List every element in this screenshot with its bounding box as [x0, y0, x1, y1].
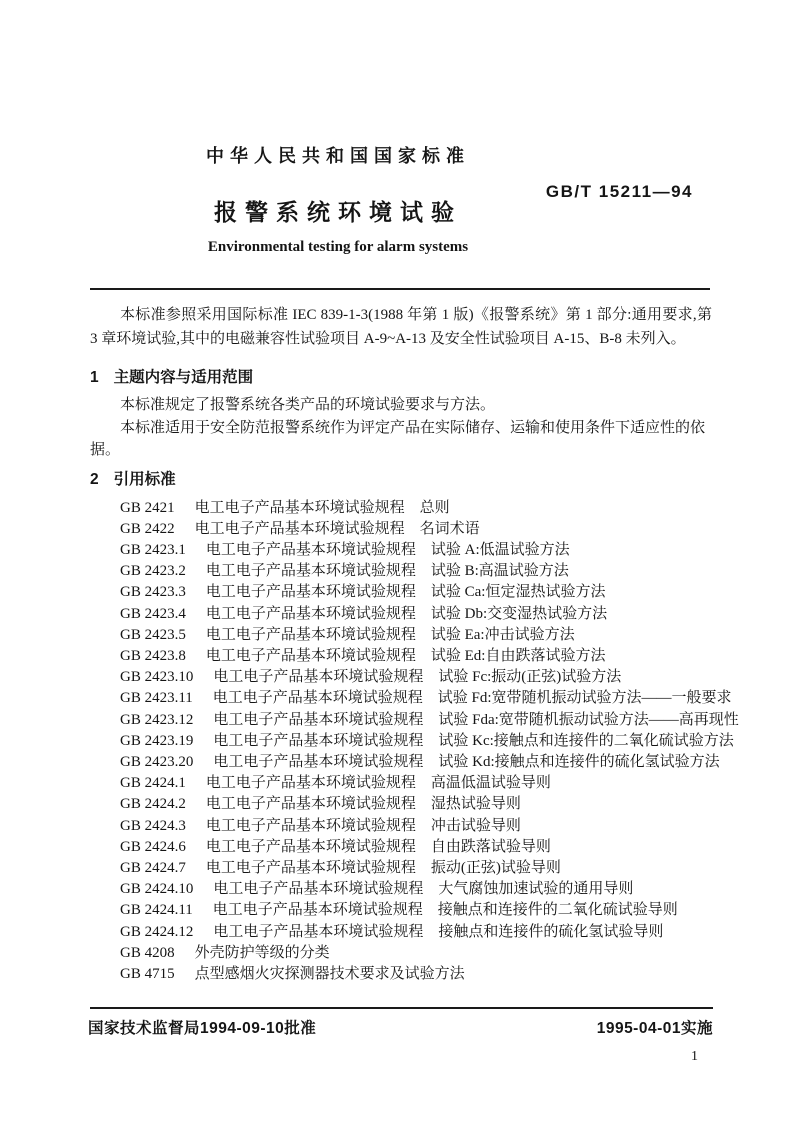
reference-item: [120, 498, 712, 519]
reference-title: 电工电子产品基本环境试验规程: [205, 541, 416, 558]
reference-item: [120, 837, 712, 858]
reference-code: GB 2423.2: [120, 563, 186, 580]
reference-item: [120, 858, 712, 879]
section-scope-body: [90, 394, 712, 462]
reference-code: GB 2423.20: [120, 753, 194, 770]
reference-list: [90, 498, 739, 986]
reference-detail: 振动(正弦)试验导则: [430, 859, 561, 876]
reference-title: 电工电子产品基本环境试验规程: [205, 626, 416, 643]
document-body: [90, 303, 739, 985]
reference-item: [120, 731, 734, 752]
standard-title-zh: 报警系统环境试验: [214, 199, 462, 225]
header-divider: [90, 288, 710, 290]
reference-detail: 试验 Kd:接触点和连接件的硫化氢试验方法: [438, 753, 720, 770]
reference-title: 电工电子产品基本环境试验规程: [205, 817, 416, 834]
section-scope: [90, 366, 712, 462]
implementation-note: 1995-04-01实施: [596, 1020, 713, 1037]
reference-detail: 湿热试验导则: [430, 796, 521, 813]
reference-title: 点型感烟火灾探测器技术要求及试验方法: [194, 965, 465, 982]
reference-item: [120, 752, 720, 773]
footer-divider: [90, 1007, 713, 1009]
reference-code: GB 4208: [120, 944, 175, 961]
reference-detail: 名词术语: [419, 520, 480, 537]
reference-detail: 总则: [419, 499, 450, 516]
reference-code: GB 2421: [120, 499, 175, 516]
standard-label: 中华人民共和国国家标准: [206, 146, 470, 166]
reference-code: GB 2423.3: [120, 584, 186, 601]
reference-code: GB 2423.11: [120, 690, 193, 707]
reference-code: GB 2423.4: [120, 605, 186, 622]
reference-detail: 高温低温试验导则: [430, 775, 551, 792]
reference-item: [120, 688, 732, 709]
reference-detail: 冲击试验导则: [430, 817, 521, 834]
reference-item: [120, 710, 739, 731]
reference-title: 电工电子产品基本环境试验规程: [205, 584, 416, 601]
foreword-paragraph: 本标准参照采用国际标准 IEC 839-1-3(1988 年第 1 版)《报警系统》第 1 部分:通用要求,第 3 章环境试验,其中的电磁兼容性试验项目 A-9~A-13 及安全性试验项目 A-15、B-8 未列入。: [90, 307, 712, 347]
reference-item: [120, 964, 712, 985]
reference-detail: 接触点和连接件的二氧化硫试验导则: [437, 902, 678, 919]
reference-code: GB 2424.11: [120, 902, 193, 919]
reference-title: 外壳防护等级的分类: [194, 944, 330, 961]
reference-code: GB 2424.2: [120, 796, 186, 813]
reference-code: GB 2424.1: [120, 775, 186, 792]
reference-code: GB 2424.10: [120, 881, 194, 898]
reference-detail: 试验 Fd:宽带随机振动试验方法——一般要求: [437, 690, 732, 707]
reference-title: 电工电子产品基本环境试验规程: [205, 796, 416, 813]
reference-title: 电工电子产品基本环境试验规程: [205, 859, 416, 876]
reference-detail: 试验 B:高温试验方法: [430, 563, 569, 580]
reference-item: [120, 540, 712, 561]
reference-code: GB 2423.1: [120, 541, 186, 558]
reference-detail: 试验 Fc:振动(正弦)试验方法: [438, 669, 622, 686]
section-scope-heading: [90, 366, 712, 390]
reference-code: GB 2424.7: [120, 859, 186, 876]
scope-paragraph: 本标准规定了报警系统各类产品的环境试验要求与方法。: [120, 397, 496, 413]
reference-title: 电工电子产品基本环境试验规程: [212, 902, 423, 919]
reference-detail: 试验 Fda:宽带随机振动试验方法——高再现性: [438, 711, 739, 728]
reference-title: 电工电子产品基本环境试验规程: [205, 605, 416, 622]
reference-code: GB 2423.19: [120, 732, 194, 749]
reference-item: [120, 943, 712, 964]
section-scope-number: 1: [90, 369, 99, 386]
reference-item: [120, 625, 712, 646]
reference-item: [120, 816, 712, 837]
reference-item: [120, 561, 712, 582]
reference-title: 电工电子产品基本环境试验规程: [205, 775, 416, 792]
reference-title: 电工电子产品基本环境试验规程: [194, 520, 405, 537]
section-references-heading-text: 引用标准: [113, 470, 176, 488]
reference-item: [120, 519, 712, 540]
standard-title-en: Environmental testing for alarm systems: [207, 239, 469, 255]
reference-code: GB 2422: [120, 520, 175, 537]
reference-detail: 试验 A:低温试验方法: [430, 541, 570, 558]
reference-title: 电工电子产品基本环境试验规程: [213, 881, 424, 898]
scope-paragraph: 本标准适用于安全防范报警系统作为评定产品在实际储存、运输和使用条件下适应性的依据。: [90, 419, 706, 458]
reference-code: GB 2424.12: [120, 923, 194, 940]
reference-item: [120, 646, 712, 667]
reference-title: 电工电子产品基本环境试验规程: [213, 753, 424, 770]
reference-title: 电工电子产品基本环境试验规程: [194, 499, 405, 516]
reference-code: GB 2424.6: [120, 838, 186, 855]
reference-code: GB 4715: [120, 965, 175, 982]
section-references-heading: [90, 468, 712, 492]
reference-code: GB 2424.3: [120, 817, 186, 834]
reference-detail: 试验 Ed:自由跌落试验方法: [430, 647, 606, 664]
reference-detail: 试验 Ca:恒定湿热试验方法: [430, 584, 606, 601]
reference-code: GB 2423.5: [120, 626, 186, 643]
reference-title: 电工电子产品基本环境试验规程: [213, 732, 424, 749]
section-scope-heading-text: 主题内容与适用范围: [113, 369, 254, 386]
reference-title: 电工电子产品基本环境试验规程: [212, 690, 423, 707]
section-references-number: 2: [90, 470, 99, 488]
reference-title: 电工电子产品基本环境试验规程: [205, 838, 416, 855]
section-references: [90, 468, 739, 986]
reference-item: [120, 900, 712, 921]
reference-title: 电工电子产品基本环境试验规程: [213, 669, 424, 686]
foreword-section: [90, 303, 712, 351]
reference-detail: 试验 Kc:接触点和连接件的二氧化硫试验方法: [438, 732, 734, 749]
reference-code: GB 2423.8: [120, 647, 186, 664]
reference-item: [120, 582, 712, 603]
reference-detail: 大气腐蚀加速试验的通用导则: [438, 881, 634, 898]
reference-detail: 接触点和连接件的硫化氢试验导则: [438, 923, 664, 940]
reference-item: [120, 922, 712, 943]
reference-code: GB 2423.10: [120, 669, 194, 686]
reference-detail: 试验 Db:交变湿热试验方法: [430, 605, 608, 622]
reference-item: [120, 604, 712, 625]
reference-code: GB 2423.12: [120, 711, 194, 728]
reference-title: 电工电子产品基本环境试验规程: [205, 647, 416, 664]
standard-number: GB/T 15211—94: [545, 182, 693, 201]
reference-detail: 自由跌落试验导则: [430, 838, 551, 855]
reference-item: [120, 879, 712, 900]
reference-item: [120, 773, 712, 794]
reference-title: 电工电子产品基本环境试验规程: [213, 711, 424, 728]
reference-title: 电工电子产品基本环境试验规程: [205, 563, 416, 580]
reference-item: [120, 794, 712, 815]
reference-title: 电工电子产品基本环境试验规程: [213, 923, 424, 940]
approval-note: 国家技术监督局1994-09-10批准: [88, 1020, 317, 1037]
page-number: 1: [691, 1049, 698, 1064]
reference-detail: 试验 Ea:冲击试验方法: [430, 626, 575, 643]
reference-item: [120, 667, 712, 688]
